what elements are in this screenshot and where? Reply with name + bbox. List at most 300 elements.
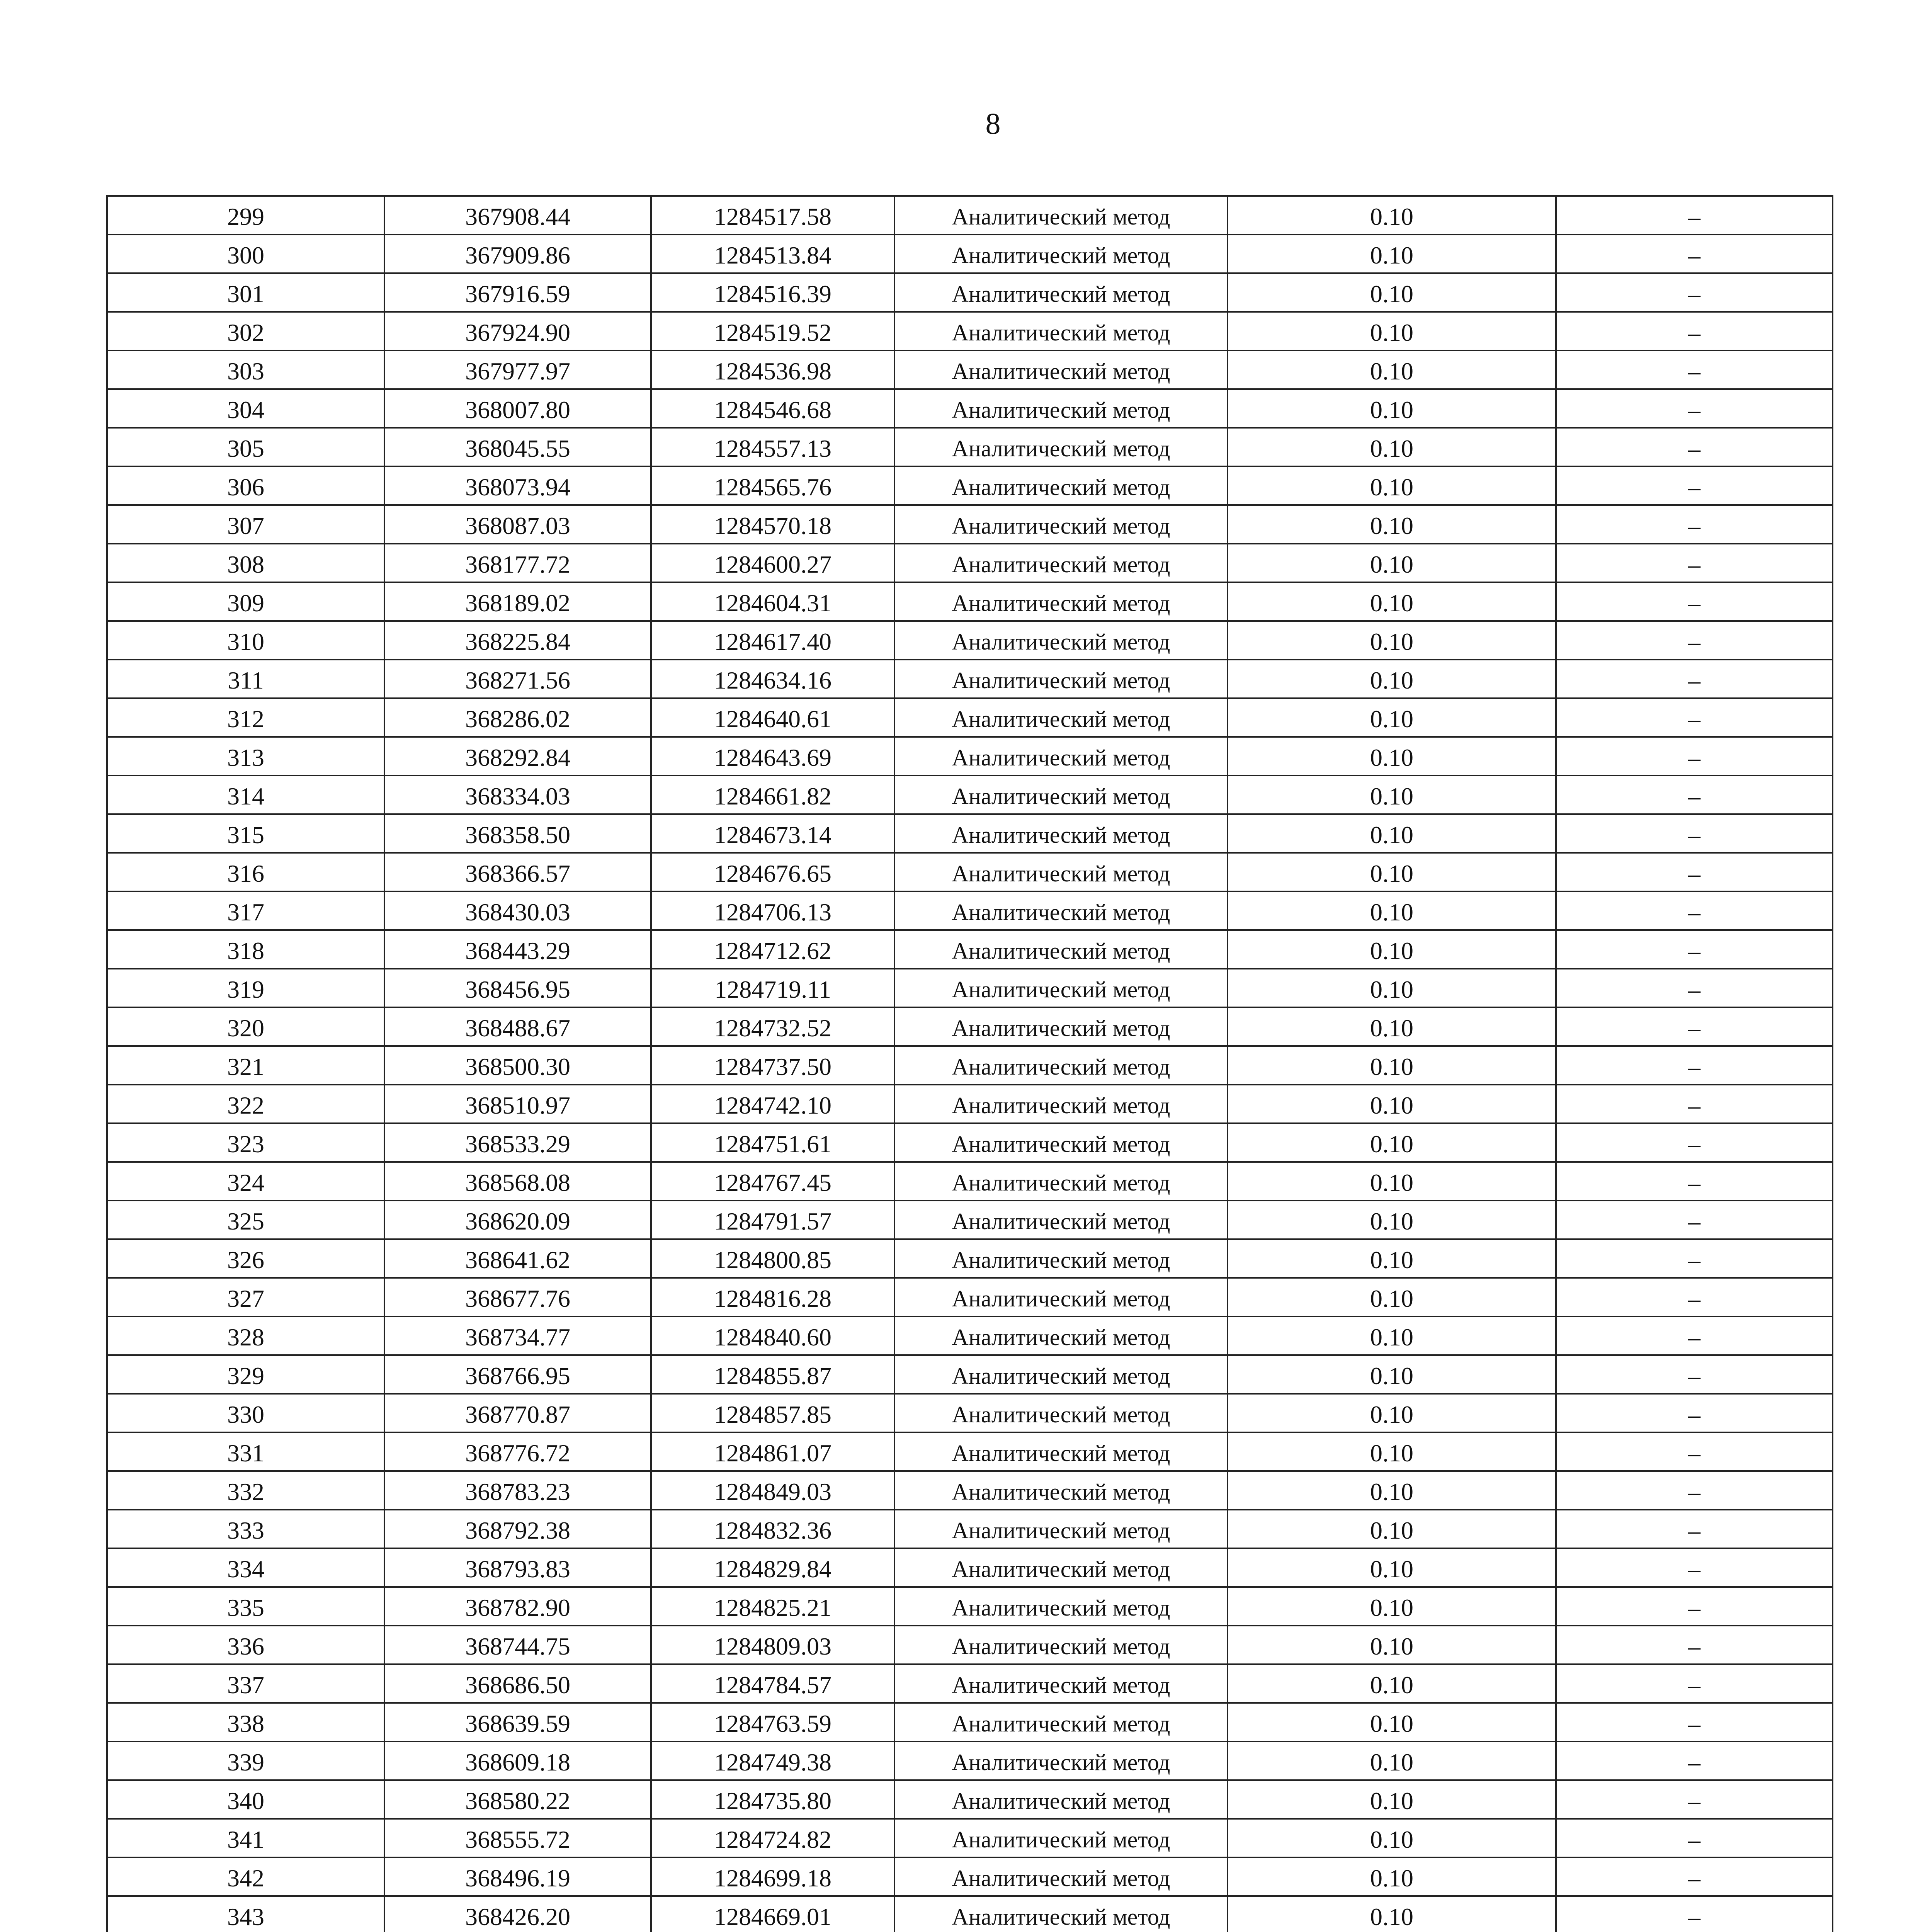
x-coordinate-cell: 368793.83 (384, 1548, 651, 1587)
note-cell: – (1556, 350, 1833, 389)
method-cell: Аналитический метод (894, 1046, 1228, 1085)
y-coordinate-cell: 1284861.07 (651, 1432, 894, 1471)
method-cell: Аналитический метод (894, 1085, 1228, 1123)
note-cell: – (1556, 273, 1833, 312)
x-coordinate-cell: 367908.44 (384, 196, 651, 235)
note-cell: – (1556, 1626, 1833, 1664)
x-coordinate-cell: 368488.67 (384, 1007, 651, 1046)
method-cell: Аналитический метод (894, 969, 1228, 1007)
point-number-cell: 302 (107, 312, 384, 350)
method-cell: Аналитический метод (894, 1742, 1228, 1780)
y-coordinate-cell: 1284513.84 (651, 235, 894, 273)
note-cell: – (1556, 1780, 1833, 1819)
method-cell: Аналитический метод (894, 1316, 1228, 1355)
x-coordinate-cell: 368087.03 (384, 505, 651, 544)
y-coordinate-cell: 1284673.14 (651, 814, 894, 853)
accuracy-cell: 0.10 (1228, 1703, 1556, 1742)
table-row (107, 1626, 1833, 1664)
method-cell: Аналитический метод (894, 312, 1228, 350)
method-cell: Аналитический метод (894, 544, 1228, 582)
table-row (107, 1046, 1833, 1085)
table-row (107, 698, 1833, 737)
point-number-cell: 314 (107, 776, 384, 814)
table-row (107, 389, 1833, 428)
accuracy-cell: 0.10 (1228, 1046, 1556, 1085)
point-number-cell: 337 (107, 1664, 384, 1703)
accuracy-cell: 0.10 (1228, 1819, 1556, 1857)
x-coordinate-cell: 368007.80 (384, 389, 651, 428)
x-coordinate-cell: 368782.90 (384, 1587, 651, 1626)
x-coordinate-cell: 368744.75 (384, 1626, 651, 1664)
table-row (107, 891, 1833, 930)
point-number-cell: 334 (107, 1548, 384, 1587)
point-number-cell: 329 (107, 1355, 384, 1394)
x-coordinate-cell: 368639.59 (384, 1703, 651, 1742)
y-coordinate-cell: 1284735.80 (651, 1780, 894, 1819)
point-number-cell: 317 (107, 891, 384, 930)
accuracy-cell: 0.10 (1228, 1742, 1556, 1780)
x-coordinate-cell: 367924.90 (384, 312, 651, 350)
point-number-cell: 327 (107, 1278, 384, 1316)
note-cell: – (1556, 814, 1833, 853)
table-row (107, 1548, 1833, 1587)
y-coordinate-cell: 1284816.28 (651, 1278, 894, 1316)
note-cell: – (1556, 853, 1833, 891)
accuracy-cell: 0.10 (1228, 1780, 1556, 1819)
method-cell: Аналитический метод (894, 1703, 1228, 1742)
table-row (107, 814, 1833, 853)
accuracy-cell: 0.10 (1228, 235, 1556, 273)
accuracy-cell: 0.10 (1228, 466, 1556, 505)
point-number-cell: 303 (107, 350, 384, 389)
x-coordinate-cell: 368776.72 (384, 1432, 651, 1471)
y-coordinate-cell: 1284829.84 (651, 1548, 894, 1587)
x-coordinate-cell: 368426.20 (384, 1896, 651, 1932)
y-coordinate-cell: 1284565.76 (651, 466, 894, 505)
point-number-cell: 320 (107, 1007, 384, 1046)
table-row (107, 196, 1833, 235)
method-cell: Аналитический метод (894, 1162, 1228, 1201)
x-coordinate-cell: 368443.29 (384, 930, 651, 969)
method-cell: Аналитический метод (894, 466, 1228, 505)
method-cell: Аналитический метод (894, 273, 1228, 312)
method-cell: Аналитический метод (894, 660, 1228, 698)
accuracy-cell: 0.10 (1228, 1394, 1556, 1432)
method-cell: Аналитический метод (894, 1626, 1228, 1664)
method-cell: Аналитический метод (894, 1278, 1228, 1316)
y-coordinate-cell: 1284519.52 (651, 312, 894, 350)
method-cell: Аналитический метод (894, 776, 1228, 814)
x-coordinate-cell: 368430.03 (384, 891, 651, 930)
method-cell: Аналитический метод (894, 891, 1228, 930)
accuracy-cell: 0.10 (1228, 660, 1556, 698)
x-coordinate-cell: 368456.95 (384, 969, 651, 1007)
method-cell: Аналитический метод (894, 1007, 1228, 1046)
method-cell: Аналитический метод (894, 1432, 1228, 1471)
table-row (107, 312, 1833, 350)
y-coordinate-cell: 1284517.58 (651, 196, 894, 235)
accuracy-cell: 0.10 (1228, 1355, 1556, 1394)
note-cell: – (1556, 1664, 1833, 1703)
table-row (107, 660, 1833, 698)
x-coordinate-cell: 368792.38 (384, 1510, 651, 1548)
x-coordinate-cell: 368686.50 (384, 1664, 651, 1703)
y-coordinate-cell: 1284840.60 (651, 1316, 894, 1355)
note-cell: – (1556, 196, 1833, 235)
y-coordinate-cell: 1284617.40 (651, 621, 894, 660)
x-coordinate-cell: 368770.87 (384, 1394, 651, 1432)
point-number-cell: 338 (107, 1703, 384, 1742)
table-row (107, 1239, 1833, 1278)
point-number-cell: 330 (107, 1394, 384, 1432)
point-number-cell: 312 (107, 698, 384, 737)
x-coordinate-cell: 368568.08 (384, 1162, 651, 1201)
x-coordinate-cell: 368500.30 (384, 1046, 651, 1085)
note-cell: – (1556, 737, 1833, 776)
table-row (107, 1510, 1833, 1548)
y-coordinate-cell: 1284516.39 (651, 273, 894, 312)
accuracy-cell: 0.10 (1228, 737, 1556, 776)
accuracy-cell: 0.10 (1228, 1278, 1556, 1316)
y-coordinate-cell: 1284604.31 (651, 582, 894, 621)
point-number-cell: 311 (107, 660, 384, 698)
table-row (107, 853, 1833, 891)
method-cell: Аналитический метод (894, 1857, 1228, 1896)
table-row (107, 544, 1833, 582)
y-coordinate-cell: 1284737.50 (651, 1046, 894, 1085)
accuracy-cell: 0.10 (1228, 273, 1556, 312)
x-coordinate-cell: 368286.02 (384, 698, 651, 737)
method-cell: Аналитический метод (894, 428, 1228, 466)
method-cell: Аналитический метод (894, 1780, 1228, 1819)
y-coordinate-cell: 1284643.69 (651, 737, 894, 776)
y-coordinate-cell: 1284791.57 (651, 1201, 894, 1239)
method-cell: Аналитический метод (894, 1471, 1228, 1510)
y-coordinate-cell: 1284800.85 (651, 1239, 894, 1278)
table-row (107, 930, 1833, 969)
note-cell: – (1556, 1123, 1833, 1162)
x-coordinate-cell: 368677.76 (384, 1278, 651, 1316)
x-coordinate-cell: 368533.29 (384, 1123, 651, 1162)
note-cell: – (1556, 1896, 1833, 1932)
point-number-cell: 318 (107, 930, 384, 969)
y-coordinate-cell: 1284661.82 (651, 776, 894, 814)
y-coordinate-cell: 1284724.82 (651, 1819, 894, 1857)
y-coordinate-cell: 1284536.98 (651, 350, 894, 389)
y-coordinate-cell: 1284749.38 (651, 1742, 894, 1780)
x-coordinate-cell: 368366.57 (384, 853, 651, 891)
accuracy-cell: 0.10 (1228, 891, 1556, 930)
point-number-cell: 324 (107, 1162, 384, 1201)
y-coordinate-cell: 1284669.01 (651, 1896, 894, 1932)
table-row (107, 1201, 1833, 1239)
y-coordinate-cell: 1284825.21 (651, 1587, 894, 1626)
point-number-cell: 331 (107, 1432, 384, 1471)
note-cell: – (1556, 1548, 1833, 1587)
accuracy-cell: 0.10 (1228, 1162, 1556, 1201)
x-coordinate-cell: 368271.56 (384, 660, 651, 698)
method-cell: Аналитический метод (894, 1394, 1228, 1432)
note-cell: – (1556, 1510, 1833, 1548)
note-cell: – (1556, 930, 1833, 969)
point-number-cell: 323 (107, 1123, 384, 1162)
table-row (107, 1432, 1833, 1471)
accuracy-cell: 0.10 (1228, 428, 1556, 466)
accuracy-cell: 0.10 (1228, 1239, 1556, 1278)
note-cell: – (1556, 1316, 1833, 1355)
y-coordinate-cell: 1284634.16 (651, 660, 894, 698)
accuracy-cell: 0.10 (1228, 1587, 1556, 1626)
note-cell: – (1556, 1007, 1833, 1046)
note-cell: – (1556, 1239, 1833, 1278)
method-cell: Аналитический метод (894, 235, 1228, 273)
note-cell: – (1556, 1742, 1833, 1780)
table-row (107, 1896, 1833, 1932)
y-coordinate-cell: 1284699.18 (651, 1857, 894, 1896)
point-number-cell: 341 (107, 1819, 384, 1857)
accuracy-cell: 0.10 (1228, 776, 1556, 814)
accuracy-cell: 0.10 (1228, 1896, 1556, 1932)
table-row (107, 1742, 1833, 1780)
x-coordinate-cell: 368045.55 (384, 428, 651, 466)
y-coordinate-cell: 1284557.13 (651, 428, 894, 466)
accuracy-cell: 0.10 (1228, 1432, 1556, 1471)
point-number-cell: 343 (107, 1896, 384, 1932)
y-coordinate-cell: 1284732.52 (651, 1007, 894, 1046)
method-cell: Аналитический метод (894, 582, 1228, 621)
x-coordinate-cell: 368189.02 (384, 582, 651, 621)
x-coordinate-cell: 368292.84 (384, 737, 651, 776)
point-number-cell: 309 (107, 582, 384, 621)
x-coordinate-cell: 368510.97 (384, 1085, 651, 1123)
table-row (107, 235, 1833, 273)
accuracy-cell: 0.10 (1228, 1316, 1556, 1355)
method-cell: Аналитический метод (894, 737, 1228, 776)
accuracy-cell: 0.10 (1228, 1664, 1556, 1703)
point-number-cell: 321 (107, 1046, 384, 1085)
table-row (107, 505, 1833, 544)
method-cell: Аналитический метод (894, 1510, 1228, 1548)
y-coordinate-cell: 1284742.10 (651, 1085, 894, 1123)
x-coordinate-cell: 368734.77 (384, 1316, 651, 1355)
x-coordinate-cell: 368334.03 (384, 776, 651, 814)
method-cell: Аналитический метод (894, 1819, 1228, 1857)
y-coordinate-cell: 1284706.13 (651, 891, 894, 930)
note-cell: – (1556, 544, 1833, 582)
note-cell: – (1556, 389, 1833, 428)
y-coordinate-cell: 1284712.62 (651, 930, 894, 969)
coordinates-table-body (107, 196, 1833, 1932)
note-cell: – (1556, 235, 1833, 273)
note-cell: – (1556, 1857, 1833, 1896)
accuracy-cell: 0.10 (1228, 969, 1556, 1007)
table-row (107, 1007, 1833, 1046)
table-row (107, 1394, 1833, 1432)
x-coordinate-cell: 368496.19 (384, 1857, 651, 1896)
note-cell: – (1556, 1355, 1833, 1394)
y-coordinate-cell: 1284767.45 (651, 1162, 894, 1201)
accuracy-cell: 0.10 (1228, 544, 1556, 582)
method-cell: Аналитический метод (894, 853, 1228, 891)
x-coordinate-cell: 368177.72 (384, 544, 651, 582)
table-row (107, 969, 1833, 1007)
point-number-cell: 301 (107, 273, 384, 312)
note-cell: – (1556, 969, 1833, 1007)
accuracy-cell: 0.10 (1228, 853, 1556, 891)
x-coordinate-cell: 368766.95 (384, 1355, 651, 1394)
point-number-cell: 315 (107, 814, 384, 853)
note-cell: – (1556, 698, 1833, 737)
point-number-cell: 300 (107, 235, 384, 273)
accuracy-cell: 0.10 (1228, 814, 1556, 853)
point-number-cell: 308 (107, 544, 384, 582)
point-number-cell: 299 (107, 196, 384, 235)
accuracy-cell: 0.10 (1228, 1201, 1556, 1239)
method-cell: Аналитический метод (894, 505, 1228, 544)
point-number-cell: 322 (107, 1085, 384, 1123)
table-row (107, 776, 1833, 814)
method-cell: Аналитический метод (894, 621, 1228, 660)
y-coordinate-cell: 1284570.18 (651, 505, 894, 544)
table-row (107, 582, 1833, 621)
point-number-cell: 313 (107, 737, 384, 776)
accuracy-cell: 0.10 (1228, 698, 1556, 737)
x-coordinate-cell: 368555.72 (384, 1819, 651, 1857)
x-coordinate-cell: 367909.86 (384, 235, 651, 273)
table-row (107, 1819, 1833, 1857)
accuracy-cell: 0.10 (1228, 1626, 1556, 1664)
method-cell: Аналитический метод (894, 1587, 1228, 1626)
x-coordinate-cell: 368641.62 (384, 1239, 651, 1278)
note-cell: – (1556, 1394, 1833, 1432)
note-cell: – (1556, 621, 1833, 660)
method-cell: Аналитический метод (894, 1239, 1228, 1278)
note-cell: – (1556, 312, 1833, 350)
point-number-cell: 306 (107, 466, 384, 505)
table-row (107, 1355, 1833, 1394)
table-row (107, 1471, 1833, 1510)
point-number-cell: 304 (107, 389, 384, 428)
point-number-cell: 319 (107, 969, 384, 1007)
accuracy-cell: 0.10 (1228, 1548, 1556, 1587)
note-cell: – (1556, 505, 1833, 544)
method-cell: Аналитический метод (894, 1201, 1228, 1239)
y-coordinate-cell: 1284676.65 (651, 853, 894, 891)
point-number-cell: 342 (107, 1857, 384, 1896)
table-row (107, 1085, 1833, 1123)
table-row (107, 428, 1833, 466)
y-coordinate-cell: 1284849.03 (651, 1471, 894, 1510)
table-row (107, 1857, 1833, 1896)
accuracy-cell: 0.10 (1228, 1007, 1556, 1046)
table-row (107, 350, 1833, 389)
accuracy-cell: 0.10 (1228, 389, 1556, 428)
note-cell: – (1556, 1471, 1833, 1510)
method-cell: Аналитический метод (894, 1548, 1228, 1587)
accuracy-cell: 0.10 (1228, 1857, 1556, 1896)
note-cell: – (1556, 1162, 1833, 1201)
y-coordinate-cell: 1284719.11 (651, 969, 894, 1007)
table-row (107, 1587, 1833, 1626)
accuracy-cell: 0.10 (1228, 1471, 1556, 1510)
table-row (107, 273, 1833, 312)
point-number-cell: 305 (107, 428, 384, 466)
x-coordinate-cell: 368073.94 (384, 466, 651, 505)
note-cell: – (1556, 582, 1833, 621)
y-coordinate-cell: 1284855.87 (651, 1355, 894, 1394)
table-row (107, 737, 1833, 776)
table-row (107, 1703, 1833, 1742)
method-cell: Аналитический метод (894, 698, 1228, 737)
accuracy-cell: 0.10 (1228, 1510, 1556, 1548)
method-cell: Аналитический метод (894, 196, 1228, 235)
method-cell: Аналитический метод (894, 930, 1228, 969)
point-number-cell: 336 (107, 1626, 384, 1664)
x-coordinate-cell: 368783.23 (384, 1471, 651, 1510)
note-cell: – (1556, 1046, 1833, 1085)
note-cell: – (1556, 891, 1833, 930)
note-cell: – (1556, 1278, 1833, 1316)
accuracy-cell: 0.10 (1228, 1123, 1556, 1162)
note-cell: – (1556, 660, 1833, 698)
point-number-cell: 333 (107, 1510, 384, 1548)
accuracy-cell: 0.10 (1228, 196, 1556, 235)
point-number-cell: 339 (107, 1742, 384, 1780)
y-coordinate-cell: 1284751.61 (651, 1123, 894, 1162)
y-coordinate-cell: 1284546.68 (651, 389, 894, 428)
accuracy-cell: 0.10 (1228, 505, 1556, 544)
note-cell: – (1556, 466, 1833, 505)
x-coordinate-cell: 367977.97 (384, 350, 651, 389)
page-number: 8 (985, 107, 1001, 140)
note-cell: – (1556, 1819, 1833, 1857)
x-coordinate-cell: 368580.22 (384, 1780, 651, 1819)
method-cell: Аналитический метод (894, 389, 1228, 428)
method-cell: Аналитический метод (894, 1664, 1228, 1703)
table-row (107, 1316, 1833, 1355)
note-cell: – (1556, 1703, 1833, 1742)
y-coordinate-cell: 1284784.57 (651, 1664, 894, 1703)
table-row (107, 1123, 1833, 1162)
table-row (107, 1278, 1833, 1316)
accuracy-cell: 0.10 (1228, 312, 1556, 350)
accuracy-cell: 0.10 (1228, 930, 1556, 969)
note-cell: – (1556, 776, 1833, 814)
x-coordinate-cell: 368358.50 (384, 814, 651, 853)
point-number-cell: 310 (107, 621, 384, 660)
accuracy-cell: 0.10 (1228, 1085, 1556, 1123)
y-coordinate-cell: 1284763.59 (651, 1703, 894, 1742)
accuracy-cell: 0.10 (1228, 582, 1556, 621)
x-coordinate-cell: 367916.59 (384, 273, 651, 312)
point-number-cell: 340 (107, 1780, 384, 1819)
x-coordinate-cell: 368609.18 (384, 1742, 651, 1780)
method-cell: Аналитический метод (894, 814, 1228, 853)
accuracy-cell: 0.10 (1228, 621, 1556, 660)
point-number-cell: 326 (107, 1239, 384, 1278)
y-coordinate-cell: 1284809.03 (651, 1626, 894, 1664)
table-row (107, 466, 1833, 505)
table-row (107, 1162, 1833, 1201)
method-cell: Аналитический метод (894, 1355, 1228, 1394)
point-number-cell: 325 (107, 1201, 384, 1239)
table-row (107, 621, 1833, 660)
method-cell: Аналитический метод (894, 350, 1228, 389)
accuracy-cell: 0.10 (1228, 350, 1556, 389)
point-number-cell: 332 (107, 1471, 384, 1510)
note-cell: – (1556, 1085, 1833, 1123)
y-coordinate-cell: 1284832.36 (651, 1510, 894, 1548)
